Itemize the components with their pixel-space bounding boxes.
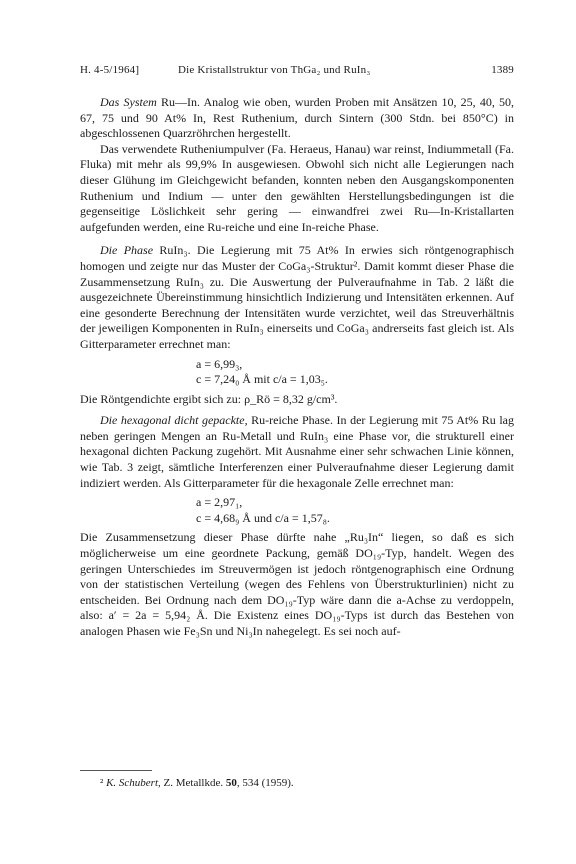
equation-line: a = 6,99₃, [196,356,243,371]
paragraph-hex-phase [80,413,514,491]
paragraph-materials: Das verwendete Rutheniumpulver (Fa. Heraeus, Hanau) war reinst, Indiummetall (Fa. Fluka) mit mehr als 99,9% In ausgewiesen. Obwohl sich nicht alle Legierungen nach dieser Glühung im Gleichgewicht befanden, konnten neben den Ausgangskomponenten Ruthenium und Indium — unter den gewählten Herstellungsbedingungen ist die gegenseitige Löslichkeit sehr gering — einwandfrei zwei Ru—In-Kristallarten aufgefunden werden, eine Ru-reiche und eine In-reiche Phase. [80,141,514,234]
equation-line: c = 7,24₀ Å mit c/a = 1,03₅. [196,372,328,387]
paragraph-composition: Die Zusammensetzung dieser Phase dürfte nahe „Ru₃In“ liegen, so daß es sich möglicherweise um eine geordnete Packung, gemäß DO₁₉-Typ, handelt. Wegen des geringen Unterschiedes im Streuvermögen ist jedoch röntgenographisch eine Ordnung von der statistischen Verteilung (wegen des Fehlens von Überstrukturlinien) nicht zu entscheiden. Bei Ordnung nach dem DO₁₉-Typ wäre dann die a-Achse zu verdoppeln, also: a′ = 2a = 5,94₂ Å. Die Existenz eines DO₁₉-Typs ist durch das Bestehen von analogen Phasen wie Fe₃Sn und Ni₃In nahegelegt. Es sei noch auf- [80,530,514,638]
equation-line: c = 4,68₉ Å und c/a = 1,57₈. [196,510,330,525]
footnote-marker: ² [100,777,104,789]
equation-block [196,357,514,388]
footnote-author: K. Schubert, [106,777,161,789]
paragraph-system [80,95,514,142]
equation-block [196,495,514,526]
footnote-journal: Z. Metallkde. [160,777,226,789]
section-lead: Die hexagonal dicht gepackte, [100,413,248,428]
body-text [80,95,514,640]
footnote-volume: 50 [225,777,237,789]
journal-issue: H. 4-5/1964] [80,64,140,76]
paragraph-ruin3 [80,243,514,352]
paragraph-text: Ru-reiche Phase. In der Legierung mit 75 At% Ru lag neben geringen Mengen an Ru-Metall und RuIn₃ eine Phase vor, die strukturell einer hexagonal dichten Packung zugehört. Mit Ausnahme einer sehr schwachen Linie können, wie Tab. 3 zeigt, sämtliche Interferenzen einer Pulveraufnahme dieser Legierung damit indiziert werden. Als Gitterparameter für die hexagonale Zelle errechnet man: [80,413,514,490]
section-lead: Das System [100,95,157,109]
equation-line: a = 2,97₁, [196,495,243,510]
section-lead: Die Phase [100,243,154,258]
footnote-rest: , 534 (1959). [236,777,294,789]
footnote [100,777,514,789]
paragraph-text: RuIn₃. Die Legierung mit 75 At% In erwies sich röntgenographisch homogen und zeigte nur das Muster der CoGa₃-Struktur². Damit kommt dieser Phase die Zusammensetzung RuIn₃ zu. Die Auswertung der Pulveraufnahme in Tab. 2 läßt die ausgezeichnete Übereinstimmung hinsichtlich Indizierung und Intensitäten erkennen. Auf eine gesonderte Berechnung der Intensitäten wurde verzichtet, weil das Streuverhältnis der jeweiligen Komponenten in RuIn₃ einerseits und CoGa₃ andrerseits fast gleich ist. Als Gitterparameter errechnet man: [80,243,514,351]
paragraph-text: Ru—In. Analog wie oben, wurden Proben mit Ansätzen 10, 25, 40, 50, 67, 75 und 90 At% In, Rest Ruthenium, durch Sintern (300 Stdn. bei 850°C) in abgeschlossenen Quarzröhrchen hergestellt. [80,95,514,141]
paragraph-density: Die Röntgendichte ergibt sich zu: ρ_Rö = 8,32 g/cm³. [80,391,338,406]
running-title: Die Kristallstruktur von ThGa₂ und RuIn₃ [178,64,371,76]
page-number: 1389 [491,64,514,76]
footnote-divider [80,770,152,771]
